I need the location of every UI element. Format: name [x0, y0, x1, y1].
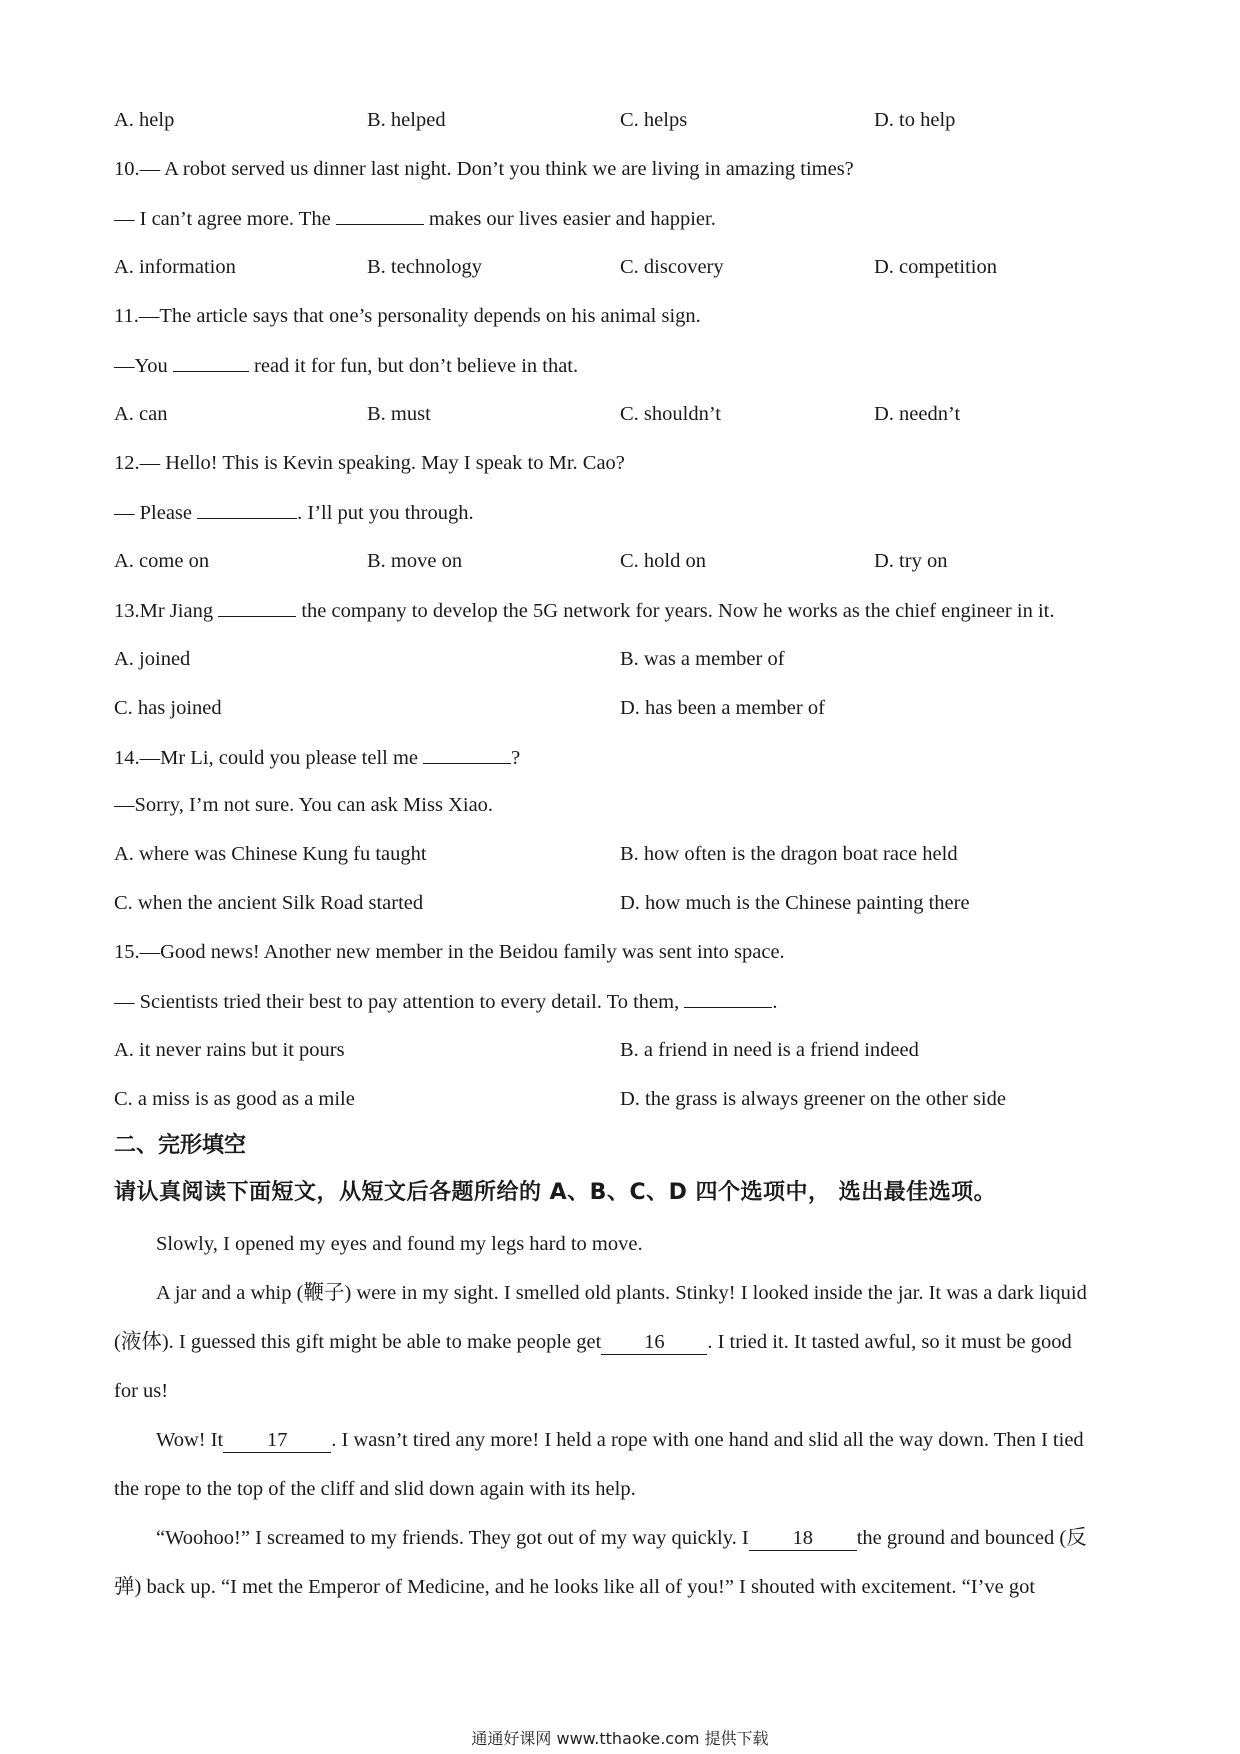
passage-text: 弹) back up. “I met the Emperor of Medicine, and he looks like all of you!” I shouted with excitement. “I’ve got: [114, 1576, 1036, 1598]
passage-text: the rope to the top of the cliff and slid down again with its help.: [114, 1478, 636, 1500]
q12-reply-post: . I’ll put you through.: [297, 502, 474, 524]
numbered-blank-16: 16: [601, 1330, 707, 1355]
page-footer: 通通好课网 www.tthaoke.com 提供下载: [471, 1729, 769, 1748]
q14-option-c: C. when the ancient Silk Road started: [114, 892, 424, 914]
q12-reply: [114, 497, 474, 528]
section-title: 二、完形填空: [114, 1133, 247, 1158]
q15-stem: 15.—Good news! Another new member in the Beidou family was sent into space.: [114, 941, 785, 963]
numbered-blank-18: 18: [749, 1526, 857, 1551]
passage-text: the ground and bounced (反: [856, 1527, 1087, 1549]
q15-reply-pre: — Scientists tried their best to pay attention to every detail. To them,: [114, 991, 685, 1013]
q14-reply: —Sorry, I’m not sure. You can ask Miss Xiao.: [114, 794, 494, 816]
passage-line: [114, 1474, 1128, 1523]
passage-text: A jar and a whip (鞭子) were in my sight. I smelled old plants. Stinky! I looked inside the jar. It was a dark liquid: [156, 1282, 1087, 1304]
q14-option-d: D. how much is the Chinese painting there: [620, 892, 970, 914]
q10-reply: [114, 203, 716, 234]
q10-option-b: B. technology: [367, 256, 483, 278]
q11-reply: [114, 350, 578, 381]
q10-reply-post: makes our lives easier and happier.: [423, 208, 716, 230]
q12-option-c: C. hold on: [620, 550, 706, 572]
q12-stem: 12.— Hello! This is Kevin speaking. May I speak to Mr. Cao?: [114, 452, 625, 474]
answer-blank: [336, 203, 424, 225]
q14-stem-pre: 14.—Mr Li, could you please tell me: [114, 747, 424, 769]
answer-blank: [218, 595, 296, 617]
q14-stem-post: ?: [511, 747, 521, 769]
q14-option-b: B. how often is the dragon boat race held: [620, 843, 958, 865]
passage-paragraph-1: [156, 1229, 1128, 1278]
q13-stem: [114, 595, 1054, 626]
q10-stem: 10.— A robot served us dinner last night. Don’t you think we are living in amazing times?: [114, 158, 854, 180]
answer-blank: [197, 497, 297, 519]
passage-text: (液体). I guessed this gift might be able to make people get: [114, 1331, 602, 1353]
q12-option-d: D. try on: [874, 550, 948, 572]
q10-option-d: D. competition: [874, 256, 997, 278]
q15-option-a: A. it never rains but it pours: [114, 1039, 345, 1061]
q9-option-d: D. to help: [874, 109, 956, 131]
q9-option-c: C. helps: [620, 109, 688, 131]
q12-option-b: B. move on: [367, 550, 463, 572]
q13-option-b: B. was a member of: [620, 648, 785, 670]
q15-option-c: C. a miss is as good as a mile: [114, 1088, 355, 1110]
passage-line: [114, 1327, 1128, 1376]
q11-reply-post: read it for fun, but don’t believe in that.: [248, 355, 579, 377]
q12-option-a: A. come on: [114, 550, 210, 572]
passage-line: [114, 1572, 1128, 1621]
passage-paragraph-3: [114, 1425, 1128, 1523]
q13-option-c: C. has joined: [114, 697, 222, 719]
q10-option-a: A. information: [114, 256, 236, 278]
q11-reply-pre: —You: [114, 355, 173, 377]
q10-reply-pre: — I can’t agree more. The: [114, 208, 336, 230]
q13-stem-pre: 13.Mr Jiang: [114, 600, 219, 622]
section-instruction: 请认真阅读下面短文，从短文后各题所给的 A、B、C、D 四个选项中， 选出最佳选项。: [114, 1180, 997, 1205]
passage-line: [114, 1425, 1128, 1474]
q13-option-d: D. has been a member of: [620, 697, 825, 719]
passage-paragraph-4: [114, 1523, 1128, 1621]
passage-line: [114, 1278, 1128, 1327]
q15-option-d: D. the grass is always greener on the other side: [620, 1088, 1006, 1110]
q11-option-a: A. can: [114, 403, 168, 425]
passage-line: [114, 1523, 1128, 1572]
passage-text: . I tried it. It tasted awful, so it must be good: [707, 1331, 1072, 1353]
q13-stem-post: the company to develop the 5G network for years. Now he works as the chief engineer in it.: [296, 600, 1055, 622]
q9-option-b: B. helped: [367, 109, 446, 131]
q15-option-b: B. a friend in need is a friend indeed: [620, 1039, 919, 1061]
passage-line: [114, 1376, 1128, 1425]
answer-blank: [173, 350, 249, 372]
q11-option-d: D. needn’t: [874, 403, 961, 425]
q9-option-a: A. help: [114, 109, 175, 131]
numbered-blank-17: 17: [223, 1428, 331, 1453]
q13-option-a: A. joined: [114, 648, 191, 670]
passage-text: . I wasn’t tired any more! I held a rope with one hand and slid all the way down. Then I tied: [331, 1429, 1084, 1451]
answer-blank: [684, 986, 772, 1008]
q15-reply: [114, 986, 777, 1017]
q11-option-b: B. must: [367, 403, 431, 425]
q14-option-a: A. where was Chinese Kung fu taught: [114, 843, 427, 865]
q14-stem: [114, 742, 520, 773]
q10-option-c: C. discovery: [620, 256, 724, 278]
passage-paragraph-2: [114, 1278, 1128, 1425]
q12-reply-pre: — Please: [114, 502, 198, 524]
passage-text: Wow! It: [156, 1429, 224, 1451]
answer-blank: [423, 742, 511, 764]
passage-text: for us!: [114, 1380, 169, 1402]
q11-stem: 11.—The article says that one’s personality depends on his animal sign.: [114, 305, 701, 327]
q15-reply-post: .: [772, 991, 778, 1013]
q11-option-c: C. shouldn’t: [620, 403, 721, 425]
passage-line: Slowly, I opened my eyes and found my legs hard to move.: [156, 1233, 643, 1255]
passage-text: “Woohoo!” I screamed to my friends. They got out of my way quickly. I: [156, 1527, 749, 1549]
